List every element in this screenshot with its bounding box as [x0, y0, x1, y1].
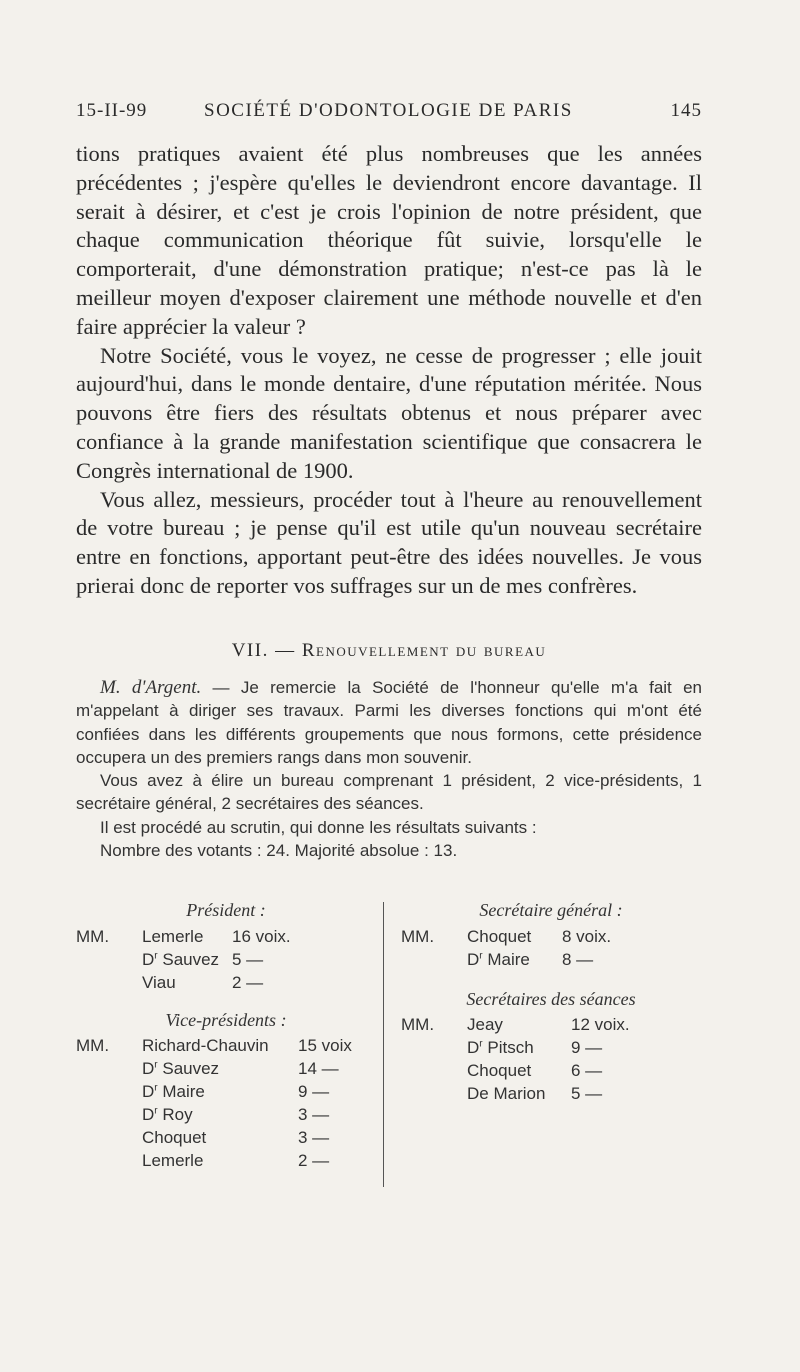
mm-label: MM. [401, 1015, 435, 1034]
vote-count: 9 — [571, 1038, 603, 1057]
result-row [76, 1036, 376, 1059]
title-prefix: $D^r$ [467, 950, 483, 969]
mm-label: MM. [401, 927, 435, 946]
minutes-text [76, 676, 702, 862]
speech-paragraph [76, 676, 702, 769]
result-row [76, 1059, 376, 1082]
column-divider [383, 902, 384, 1187]
page-number: 145 [670, 100, 702, 121]
result-row [401, 1061, 701, 1084]
header-date: 15-II-99 [76, 100, 148, 121]
result-row [76, 950, 376, 973]
secgen-heading: Secrétaire général : [479, 900, 623, 920]
candidate-name: De Marion [467, 1084, 546, 1103]
speaker-name: M. d'Argent. [100, 677, 202, 698]
vote-count: 15 voix [298, 1036, 352, 1055]
vote-count: 9 — [298, 1082, 330, 1101]
results-left-column [76, 900, 376, 1174]
result-row [401, 1084, 701, 1107]
header-title: SOCIÉTÉ D'ODONTOLOGIE DE PARIS [204, 100, 573, 121]
results-right-column [401, 900, 701, 1107]
vice-heading: Vice-présidents : [165, 1010, 287, 1030]
candidate-name: $D^r$ Roy [142, 1105, 193, 1124]
title-prefix: $D^r$ [142, 1059, 158, 1078]
section-numeral: VII. — [231, 640, 296, 661]
candidate-name: $D^r$ Maire [142, 1082, 205, 1101]
section-title: Renouvellement du bureau [301, 640, 547, 661]
result-row [76, 1082, 376, 1105]
candidate-name: $D^r$ Sauvez [142, 1059, 220, 1078]
result-row [76, 927, 376, 950]
paragraph: Vous allez, messieurs, procéder tout à l'heure au renouvellement de votre bureau ; je pense qu'il est utile qu'un nouveau secrétaire entre en fonctions, apportant peut-être des idées nouvelles. Je vous prierai donc de reporter vos suffrages sur un de mes confrères. [76, 486, 702, 598]
result-row [401, 1038, 701, 1061]
title-prefix: $D^r$ [142, 950, 158, 969]
paragraph: Notre Société, vous le voyez, ne cesse de progresser ; elle jouit aujourd'hui, dans le monde dentaire, d'une réputation méritée. Nous pouvons être fiers des résultats obtenus et nous préparer avec confiance à la grande manifestation scientifique que consacrera le Congrès international de 1900. [76, 342, 702, 483]
president-heading: Président : [186, 900, 266, 920]
title-prefix: $D^r$ [142, 1082, 158, 1101]
vote-count: 3 — [298, 1105, 330, 1124]
result-row [401, 950, 701, 973]
result-row [76, 1151, 376, 1174]
candidate-name: Richard-Chauvin [142, 1036, 269, 1055]
candidate-name: Choquet [467, 927, 532, 946]
candidate-name: Viau [142, 973, 176, 992]
result-row [401, 1015, 701, 1038]
candidate-name: Lemerle [142, 927, 204, 946]
vote-count: 5 — [571, 1084, 603, 1103]
election-results [76, 900, 702, 1190]
title-prefix: $D^r$ [467, 1038, 483, 1057]
vote-count: 3 — [298, 1128, 330, 1147]
mm-label: MM. [76, 927, 110, 946]
result-row [76, 1105, 376, 1128]
vote-count: 6 — [571, 1061, 603, 1080]
candidate-name: Lemerle [142, 1151, 204, 1170]
speech-text: — Je remercie la Société de l'honneur qu'elle m'a fait en m'appelant à diriger ses travaux. Parmi les diverses fonctions qui m'ont été confiées dans les différents groupements que nous formons, cette présidence occupera un des premiers rangs dans mon souvenir. [76, 678, 702, 767]
mm-label: MM. [76, 1036, 110, 1055]
body-text [76, 140, 702, 601]
title-prefix: $D^r$ [142, 1105, 158, 1124]
result-row [401, 927, 701, 950]
candidate-name: Choquet [467, 1061, 532, 1080]
paragraph: tions pratiques avaient été plus nombreuses que les années précédentes ; j'espère qu'elles le deviendront encore davantage. Il serait à désirer, et c'est je crois l'opinion de notre président, que chaque communication théorique fût suivie, lorsqu'elle le comporterait, d'une démonstration pratique; n'est-ce pas là le meilleur moyen d'exposer clairement une méthode nouvelle et d'en faire apprécier la valeur ? [76, 141, 702, 339]
vote-count: 8 voix. [562, 927, 612, 946]
running-header [76, 100, 702, 130]
vote-count: 2 — [232, 973, 264, 992]
candidate-name: $D^r$ Sauvez [142, 950, 220, 969]
vote-count: 14 — [298, 1059, 339, 1078]
result-row [76, 1128, 376, 1151]
candidate-name: $D^r$ Pitsch [467, 1038, 534, 1057]
vote-count: 12 voix. [571, 1015, 630, 1034]
candidate-name: Choquet [142, 1128, 207, 1147]
result-row [76, 973, 376, 996]
paragraph: Nombre des votants : 24. Majorité absolue : 13. [100, 841, 458, 861]
vote-count: 2 — [298, 1151, 330, 1170]
vote-count: 5 — [232, 950, 264, 969]
paragraph: Vous avez à élire un bureau comprenant 1 président, 2 vice-présidents, 1 secrétaire général, 2 secrétaires des séances. [76, 771, 702, 814]
candidate-name: $D^r$ Maire [467, 950, 530, 969]
vote-count: 8 — [562, 950, 594, 969]
paragraph: Il est procédé au scrutin, qui donne les résultats suivants : [100, 817, 537, 837]
vote-count: 16 voix. [232, 927, 291, 946]
secseances-heading: Secrétaires des séances [466, 989, 636, 1009]
candidate-name: Jeay [467, 1015, 503, 1034]
section-heading [76, 640, 702, 662]
